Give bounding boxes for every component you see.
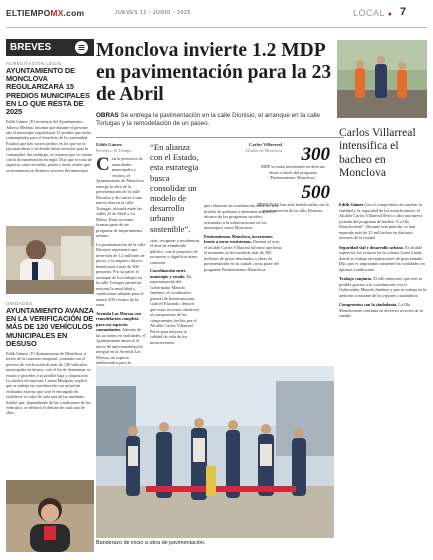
article-subhead: Pavimentemos Monclova, inversiones frente a otros ecosistemas. [204, 233, 273, 244]
sidebar-paragraph: El alcalde supervisó los avances en la colonia Loma Linda, donde se trabaja en reparaciones de gran tamaño. Dijo que es importante mantener las vialidades en óptimas condiciones. [339, 244, 425, 272]
sidebar-body [339, 202, 427, 319]
sidebar-photo [337, 40, 427, 118]
sidebar-byline: Edith Gámez [339, 202, 364, 207]
stat-text: PERSONAS han sido beneficiadas con la pavimentación de la calle Dionisio. [257, 202, 329, 213]
article-main-photo [96, 366, 334, 538]
section-dot-icon: ● [387, 11, 393, 18]
byline-name-2: Carlos Villarreal [249, 142, 282, 147]
stat-number: 500 [301, 182, 330, 203]
article-paragraph: que refuerzan la coordinación entre los tres niveles de gobierno y permiten ampliar el alcance de los programas sociales, orientados a la infraestructura en los municipios como Monclova. [204, 203, 279, 230]
article-rule [96, 137, 344, 138]
publication-tail: .com [63, 8, 85, 18]
byline-name: Edith Gámez [96, 142, 122, 147]
stat-block-2 [256, 182, 330, 213]
article-subhead: Avenida Las Morsas con remodelación completa para sus espacios comunitarios. [96, 310, 141, 332]
breve-headline: AYUNTAMIENTO DE MONCLOVA REGULARIZARÁ 15 PREDIOS MUNICIPALES EN LO QUE RESTA DE 2025 [6, 66, 90, 117]
byline-role: Periódico El Tiempo [96, 147, 132, 153]
stat-text: MDP se están invirtiendo en diversas obras a través del programa ‘Pavimentemos Monclova’. [261, 164, 325, 180]
article-paragraph: Durante el acto, el alcalde Carlos Villarreal informó que hasta el momento se ha invertido más de 300 millones de pesos destinados a obras de pavimentación en la ciudad, como parte del programa Pavimentemos Monclova. [204, 239, 282, 272]
sidebar-subhead: Seguridad vial y desarrollo urbano. [339, 244, 404, 250]
section-label [353, 8, 392, 18]
drop-cap: C [96, 154, 110, 175]
stat-block-1 [256, 144, 330, 181]
stat-number: 300 [301, 144, 330, 165]
article-paragraph: Además de las acciones en vialidades, el Ayuntamiento anunció el inicio de una remodelación integral en la Avenida Las Morsas, un espacio emblemático para la [96, 327, 146, 365]
breve-headline: AYUNTAMIENTO AVANZA EN LA VERIFICACIÓN DE MÁS DE 120 VEHÍCULOS MUNICIPALES EN DESUSO [6, 306, 94, 348]
publication-main: ELTIEMPO [6, 8, 51, 18]
breve-body: Edith Gámez | El Ayuntamiento de Monclova, a través de la comisión temporal, continúa con el proceso de verificación de más de 120 vehículos municipales en desuso, con el fin de determinar su estado y proceder a su posible baja y disposición. La síndica de mayoría, Luzeta Munguía, explicó que se trabaja en coordinación con un perito evaluador externo que será el encargado de establecer el valor de cada una de las unidades. Señaló que, dependiendo de las condiciones de los vehículos, se definirá el destino de cada uno de ellos. [6, 351, 91, 416]
byline-role-2: Alcalde de Monclova [245, 147, 282, 153]
publication-name[interactable] [6, 8, 84, 18]
sidebar-paragraph: La Ola Monclovense continúa en diversos sectores de la ciudad. [339, 302, 423, 318]
pull-quote: “En alianza con el Estado, esta estrategia busca consolidar un modelo de desarrollo urbano sostenible”. [150, 142, 199, 234]
lines-icon [75, 41, 88, 54]
breves-label: BREVES [10, 42, 52, 53]
issue-date: JUEVES 12 - JUNIO - 2025 [115, 10, 191, 16]
article-column-2 [150, 142, 200, 345]
article-paragraph: La pavimentación de la calle Dionisio representó una inversión de 1.2 millones de pesos, y su impacto directo beneficiará a más de 300 personas. Por su parte, el arranque de los trabajos en la calle Tortugas permitirá mejorar la movilidad y condiciones urbanas para el menos 400 vecinos de la zona. [96, 241, 146, 307]
publication-accent: MX [50, 8, 64, 18]
photo-caption: Banderazo de inicio a obra de pavimentación. [96, 540, 206, 546]
lead-label: OBRAS [96, 112, 119, 119]
article-paragraph: on la presencia de autoridades municipales y vecinos, el Ayuntamiento de Monclova entregó la obra de la pavimentación de la calle Dionisio y dio inicio a una nueva obra en la calle Tortugas, ubicada entre las calles 23 de Abril y La Bilma. Estas acciones forman parte de un programa de mejoramiento urbano. [96, 156, 144, 238]
article-title[interactable]: Monclova invierte 1.2 MDP en pavimentación para la 23 de Abril [96, 40, 332, 105]
breve-item-2[interactable] [6, 301, 94, 483]
sidebar-subhead: Trabajo conjunto. [339, 276, 373, 281]
breve-photo-2 [6, 480, 94, 552]
breve-body: Edith Gámez | El secretario del Ayuntamiento, Alberto Medina, informó que durante el presente año el municipio regularizará 15 predios que serán contemplados para el beneficio de la comunidad. Explicó que hay varios predios en los que ya se ejecutan obras y en donde habrá servicios para la comunidad. Sin embargo, se requiere que se cuente con la documentación en regla. Dijo que se trata de espacios como escuelas, plazas y áreas verdes que se encuentran en distintos sectores del municipio. [6, 119, 92, 173]
section-name: LOCAL [353, 8, 385, 18]
breve-item-1[interactable] [6, 61, 94, 251]
header-rule [6, 27, 427, 28]
breves-icon [75, 41, 88, 54]
article-paragraph: ción, recuperar y modernizar el área de alumbrado público, con el propósito de recuperar y dignificar áreas comunes. [150, 237, 200, 265]
sidebar-subhead: Compromiso con la ciudadanía. [339, 302, 398, 307]
article-column-1 [96, 142, 146, 371]
breve-kicker: UNIDADES [6, 301, 33, 306]
breve-kicker: ACREDITACIÓN LEGAL [6, 61, 63, 66]
sidebar-title[interactable]: Carlos Villarreal intensifica el bacheo en Monclova [339, 126, 416, 180]
sidebar-paragraph: Con el compromiso de mejorar la vialidad y la seguridad de los monclovenses, el Alcalde Carlos Villarreal llevó a cabo una nueva jornada del programa de bacheo “La Ola Monclovense”. Durante este periodo, se han reparado más de 25 mil baches en distintos sectores de la ciudad. [339, 202, 423, 240]
article-lead [96, 112, 344, 129]
article-subhead: Coordinación entre municipio y estado. [150, 268, 186, 279]
page-number: 7 [400, 6, 407, 18]
page-header [0, 0, 433, 28]
lead-text: Se entrega la pavimentación en la calle Dionisio, el arranque en la calle Tortugas y la remodelación de un paseo. [96, 112, 321, 128]
sidebar-paragraph: El edil mencionó que este es posible gracias a la coordinación con el Gobernador Manolo Jiménez y que se trabaja en la atención constante de los reportes ciudadanos. [339, 276, 427, 298]
article-paragraph: En representación del Gobernador Manolo Jiménez, el coordinador general de Infraestructura, Gabriel Elizondo, destacó que estas acciones obedecen al compromiso de los componentes hechos por el Alcalde Carlos Villarreal Pérez para mejorar la calidad de vida de los monclovenses. [150, 273, 199, 345]
breve-photo-1 [6, 226, 94, 294]
